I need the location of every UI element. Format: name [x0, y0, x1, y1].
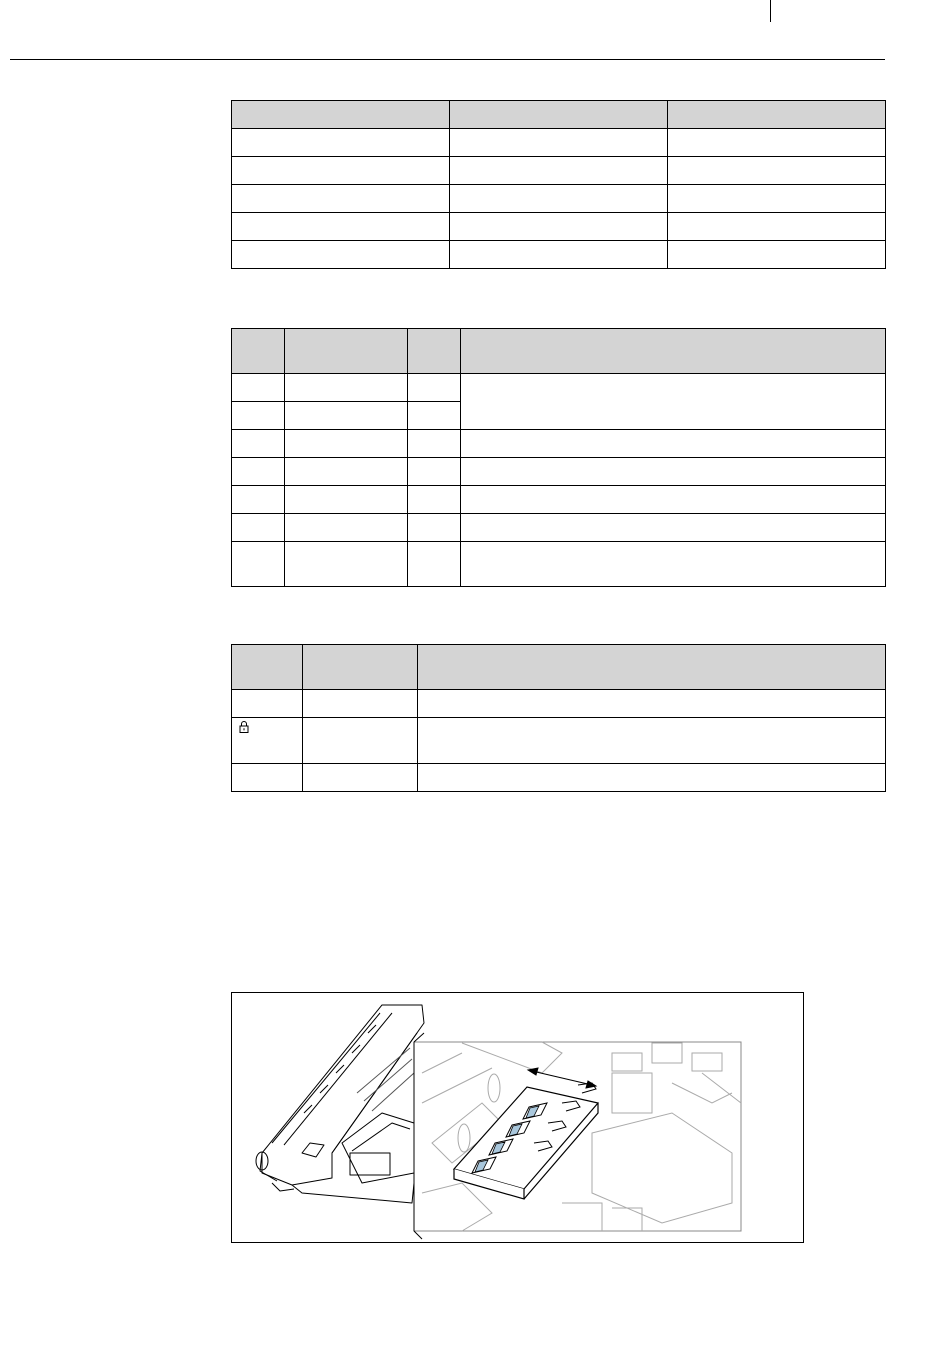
dip-switch-figure — [231, 992, 804, 1243]
table-cell — [285, 374, 408, 402]
table-cell-merged — [461, 374, 886, 430]
table-cell — [232, 374, 285, 402]
page-fold-mark — [770, 0, 771, 22]
table-header-row — [232, 329, 886, 374]
table-cell — [461, 486, 886, 514]
table-row — [232, 458, 886, 486]
table-cell — [232, 185, 450, 213]
table-cell — [232, 764, 303, 792]
table-cell — [450, 157, 668, 185]
table-row — [232, 129, 886, 157]
dip-switch-illustration — [232, 993, 803, 1242]
table-row — [232, 374, 886, 402]
table-row — [232, 514, 886, 542]
table-cell — [461, 542, 886, 587]
detail-inset — [414, 1042, 741, 1231]
table-header-cell — [303, 645, 418, 690]
table-row — [232, 213, 886, 241]
lock-icon — [238, 720, 250, 734]
table-cell — [232, 129, 450, 157]
table-cell — [418, 690, 886, 718]
table-header-row — [232, 101, 886, 129]
table-cell — [285, 430, 408, 458]
table-cell — [303, 764, 418, 792]
table-header-cell — [450, 101, 668, 129]
table-cell — [450, 129, 668, 157]
table-cell — [668, 213, 886, 241]
table-header-cell — [285, 329, 408, 374]
table-cell — [450, 213, 668, 241]
table-row — [232, 486, 886, 514]
table-1 — [231, 100, 886, 269]
table-header-cell — [668, 101, 886, 129]
table-header-cell — [232, 645, 303, 690]
table-cell — [461, 458, 886, 486]
table-cell — [303, 690, 418, 718]
table-cell — [232, 157, 450, 185]
device-housing — [256, 1005, 424, 1203]
table-cell — [408, 374, 461, 402]
table-cell — [408, 402, 461, 430]
table-header-row — [232, 645, 886, 690]
table-cell — [418, 764, 886, 792]
table-cell — [418, 718, 886, 764]
table-cell — [232, 514, 285, 542]
table-cell — [285, 514, 408, 542]
table-header-cell — [418, 645, 886, 690]
table-cell — [408, 514, 461, 542]
table-row — [232, 764, 886, 792]
table-2 — [231, 328, 886, 587]
table-cell — [668, 185, 886, 213]
table-cell — [408, 430, 461, 458]
table-cell — [668, 241, 886, 269]
table-cell — [232, 213, 450, 241]
table-row — [232, 718, 886, 764]
table-cell — [285, 458, 408, 486]
table-cell — [285, 402, 408, 430]
header-rule — [10, 59, 885, 60]
table-cell — [303, 718, 418, 764]
table-cell — [450, 241, 668, 269]
table-cell — [668, 129, 886, 157]
table-cell — [461, 430, 886, 458]
table-cell — [232, 690, 303, 718]
table-cell — [232, 402, 285, 430]
table-cell — [285, 486, 408, 514]
table-cell — [668, 157, 886, 185]
table-header-cell — [232, 101, 450, 129]
table-cell — [232, 718, 303, 764]
table-cell — [232, 430, 285, 458]
table-header-cell — [408, 329, 461, 374]
table-cell — [232, 458, 285, 486]
table-cell — [450, 185, 668, 213]
table-row — [232, 157, 886, 185]
table-cell — [232, 241, 450, 269]
table-cell — [408, 458, 461, 486]
table-cell — [408, 542, 461, 587]
table-cell — [408, 486, 461, 514]
table-cell — [232, 486, 285, 514]
table-3 — [231, 644, 886, 792]
table-row — [232, 430, 886, 458]
table-cell — [461, 514, 886, 542]
table-cell — [232, 542, 285, 587]
table-header-cell — [461, 329, 886, 374]
table-row — [232, 690, 886, 718]
table-row — [232, 241, 886, 269]
table-row — [232, 542, 886, 587]
table-cell — [285, 542, 408, 587]
table-row — [232, 185, 886, 213]
table-header-cell — [232, 329, 285, 374]
